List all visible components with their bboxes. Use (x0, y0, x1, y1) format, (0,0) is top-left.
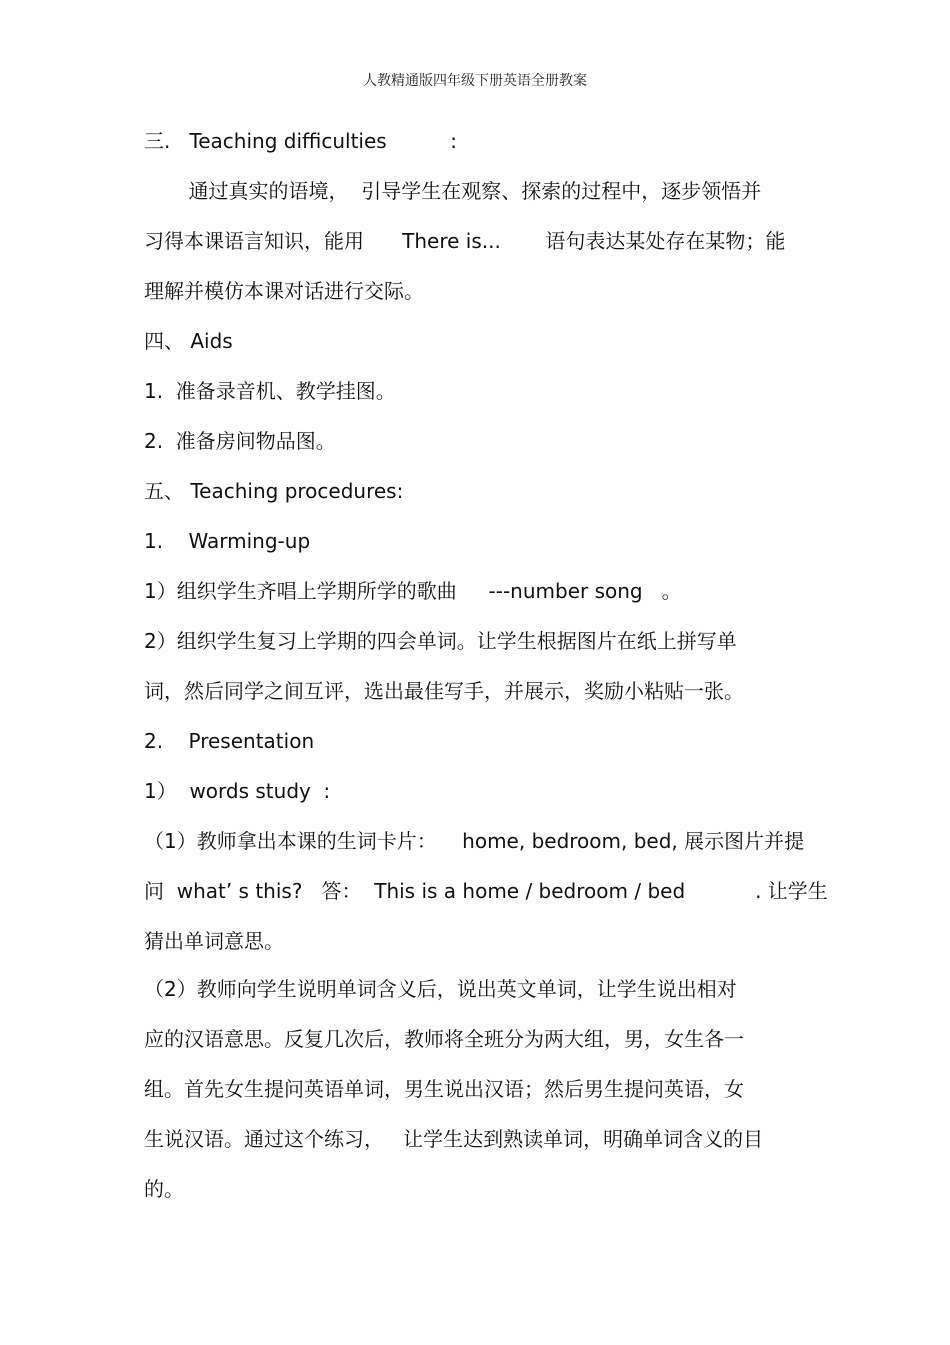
section-heading-procedures: 五、 Teaching procedures: (144, 479, 404, 503)
paragraph-line: 词，然后同学之间互评，选出最佳写手，并展示，奖励小粘贴一张。 (144, 679, 744, 703)
list-item: 1） words study : (144, 779, 331, 803)
section-heading-difficulties: 三. Teaching difficulties : (144, 129, 458, 153)
list-item: 2. 准备房间物品图。 (144, 429, 336, 453)
paragraph-line: 的。 (144, 1177, 184, 1201)
paragraph-line: 习得本课语言知识，能用 There is... 语句表达某处存在某物；能 (144, 229, 786, 253)
paragraph-line: 猜出单词意思。 (144, 929, 284, 953)
list-item: 1. 准备录音机、教学挂图。 (144, 379, 396, 403)
paragraph-line: 生说汉语。通过这个练习， 让学生达到熟读单词，明确单词含义的目 (144, 1127, 764, 1151)
paragraph-line: 通过真实的语境， 引导学生在观察、探索的过程中，逐步领悟并 (144, 179, 762, 203)
section-heading-aids: 四、 Aids (144, 329, 233, 353)
page-header: 人教精通版四年级下册英语全册教案 (363, 73, 587, 89)
subheading-warming-up: 1. Warming-up (144, 529, 311, 553)
paragraph-line: 组。首先女生提问英语单词，男生说出汉语；然后男生提问英语，女 (144, 1077, 744, 1101)
list-item: 1）组织学生齐唱上学期所学的歌曲 ---number song 。 (144, 579, 682, 603)
paragraph-line: 应的汉语意思。反复几次后，教师将全班分为两大组，男，女生各一 (144, 1027, 744, 1051)
list-item: 2）组织学生复习上学期的四会单词。让学生根据图片在纸上拼写单 (144, 629, 737, 653)
list-item: （1）教师拿出本课的生词卡片： home, bedroom, bed, 展示图片并提 (144, 829, 805, 853)
list-item: （2）教师向学生说明单词含义后，说出英文单词，让学生说出相对 (144, 977, 737, 1001)
subheading-presentation: 2. Presentation (144, 729, 315, 753)
paragraph-line: 理解并模仿本课对话进行交际。 (144, 279, 424, 303)
paragraph-line: 问 what’ s this? 答： This is a home / bedroom / bed . 让学生 (144, 879, 828, 903)
